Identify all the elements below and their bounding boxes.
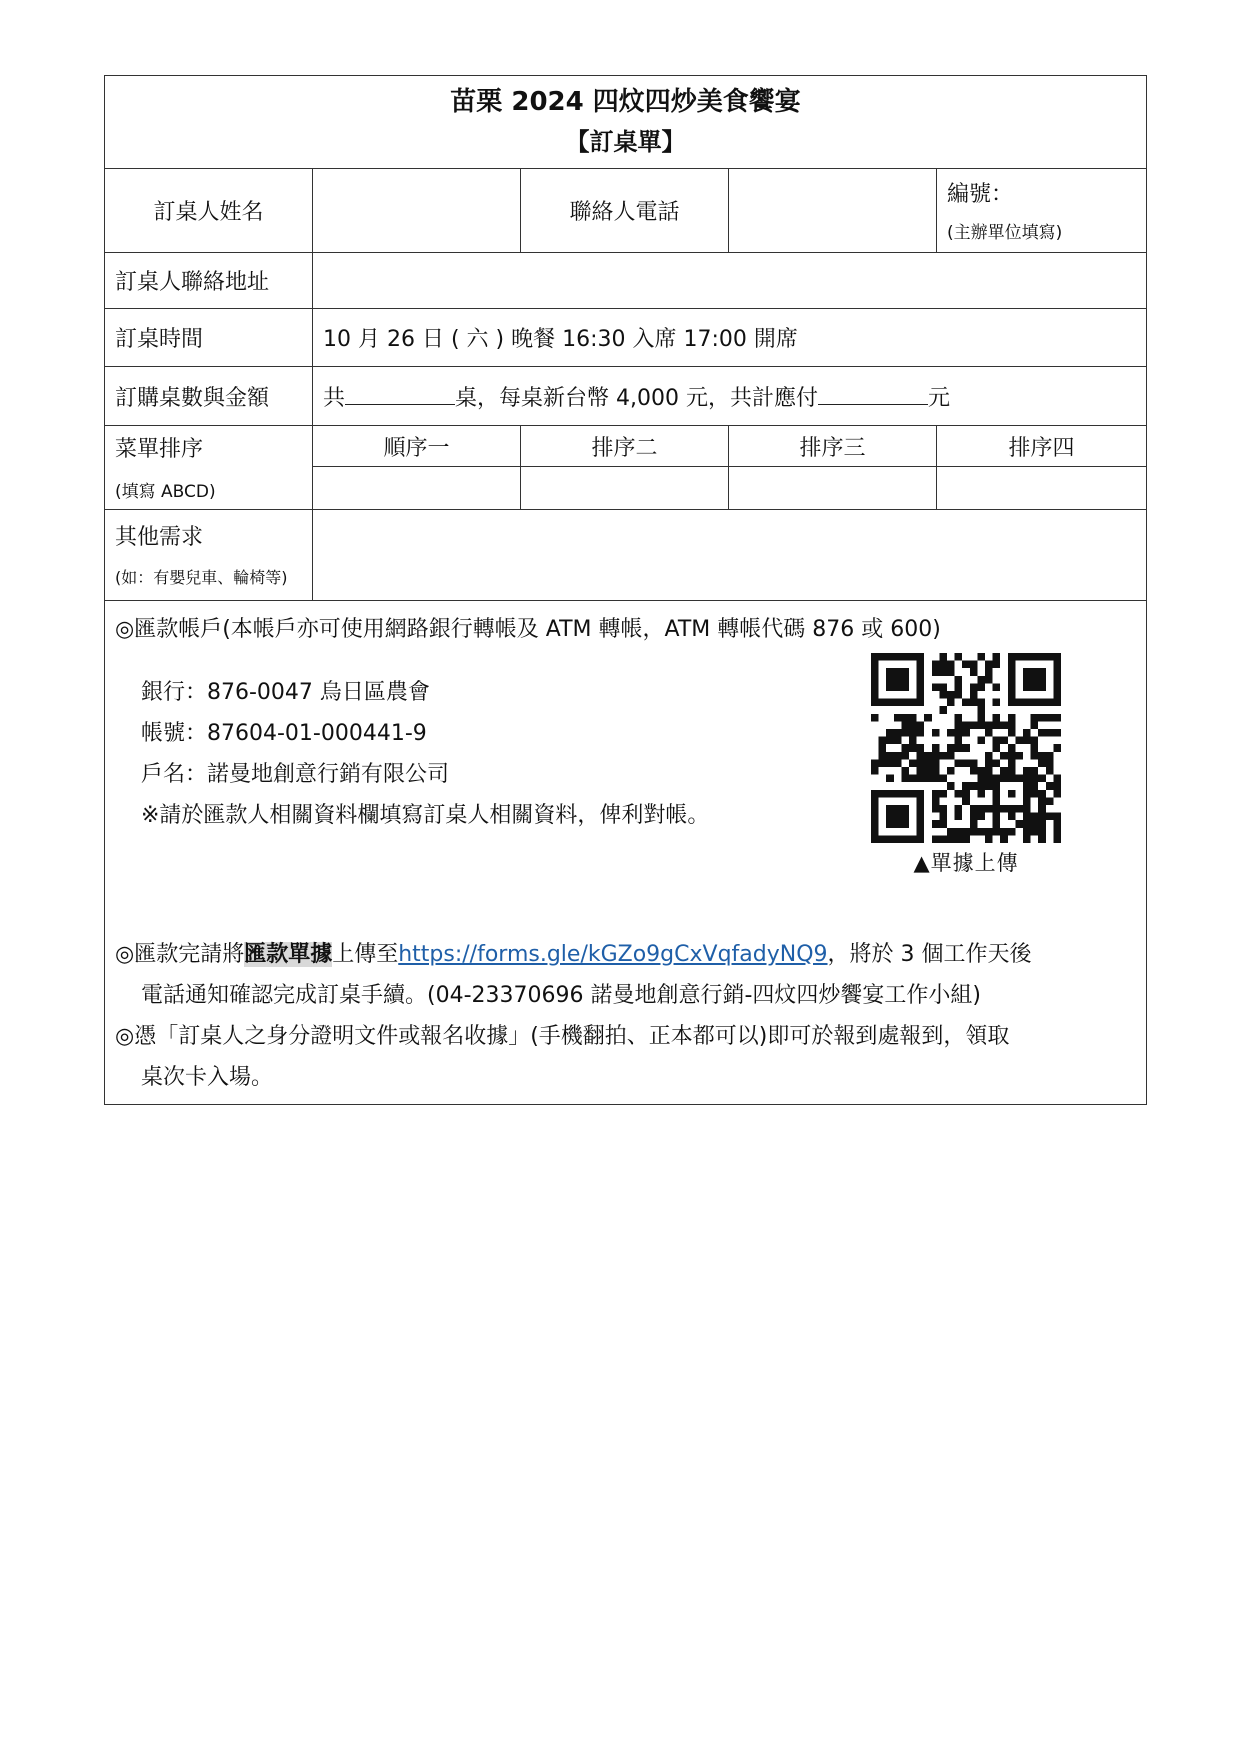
amount-middle: 桌，每桌新台幣 4,000 元，共計應付 [455,385,818,411]
serial-note: (主辦單位填寫) [947,223,1063,243]
time-label: 訂桌時間 [105,309,313,367]
amount-suffix: 元 [927,385,950,411]
serial-cell [937,169,1147,253]
upload-line-2: 電話通知確認完成訂桌手續。(04-23370696 諾曼地創意行銷-四炆四炒饗宴工作小組) [141,983,982,1008]
order-form-table [104,75,1147,1105]
form-title: 苗栗 2024 四炆四炒美食饗宴 [450,87,801,117]
upload-prefix: ◎匯款完請將 [115,942,245,967]
menu-header-3: 排序三 [729,426,937,467]
phone-label: 聯絡人電話 [521,169,729,253]
reminder-line: ※請於匯款人相關資料欄填寫訂桌人相關資料，俾利對帳。 [141,803,710,828]
menu-note: (填寫 ABCD) [115,482,216,502]
time-value: 10 月 26 日 ( 六 ) 晚餐 16:30 入席 17:00 開席 [313,309,1147,367]
account-title: ◎匯款帳戶(本帳戶亦可使用網路銀行轉帳及 ATM 轉帳，ATM 轉帳代碼 876 或 600) [115,617,941,642]
amount-cell [313,367,1147,426]
form-header [105,76,1147,169]
menu-header-2: 排序二 [521,426,729,467]
form-subtitle: 【訂桌單】 [565,128,686,156]
upload-suffix: ，將於 3 個工作天後 [827,942,1032,967]
bank-line: 銀行：876-0047 烏日區農會 [141,680,430,705]
checkin-line-2: 桌次卡入場。 [141,1065,274,1090]
menu-header-4: 排序四 [937,426,1147,467]
qr-block [866,653,1066,877]
table-count-blank[interactable] [345,384,455,405]
menu-field-2[interactable] [521,467,729,510]
other-field[interactable] [313,510,1147,601]
qr-code-icon[interactable] [871,653,1061,843]
menu-label-cell [105,426,313,510]
menu-field-1[interactable] [313,467,521,510]
other-label-cell [105,510,313,601]
upload-highlight: 匯款單據 [244,942,333,967]
amount-prefix: 共 [323,385,346,411]
serial-label: 編號： [947,182,1014,207]
upload-mid: 上傳至 [332,942,399,967]
holder-line: 戶名：諾曼地創意行銷有限公司 [141,762,450,787]
upload-line [115,934,1136,975]
other-note: (如：有嬰兒車、輪椅等) [115,568,288,587]
address-label: 訂桌人聯絡地址 [105,253,313,309]
upload-form-link[interactable]: https://forms.gle/kGZo9gCxVqfadyNQ9 [398,942,828,967]
payment-info-cell [105,601,1147,1105]
qr-caption: ▲單據上傳 [913,851,1019,875]
phone-field[interactable] [729,169,937,253]
checkin-line-1: ◎憑「訂桌人之身分證明文件或報名收據」(手機翻拍、正本都可以)即可於報到處報到，領取 [115,1024,1010,1049]
amount-label: 訂購桌數與金額 [105,367,313,426]
name-label: 訂桌人姓名 [105,169,313,253]
other-label: 其他需求 [115,525,204,550]
account-line: 帳號：87604-01-000441-9 [141,721,427,746]
menu-header-1: 順序一 [313,426,521,467]
address-field[interactable] [313,253,1147,309]
name-field[interactable] [313,169,521,253]
total-amount-blank[interactable] [818,384,928,405]
menu-field-3[interactable] [729,467,937,510]
menu-label: 菜單排序 [115,437,204,462]
menu-field-4[interactable] [937,467,1147,510]
